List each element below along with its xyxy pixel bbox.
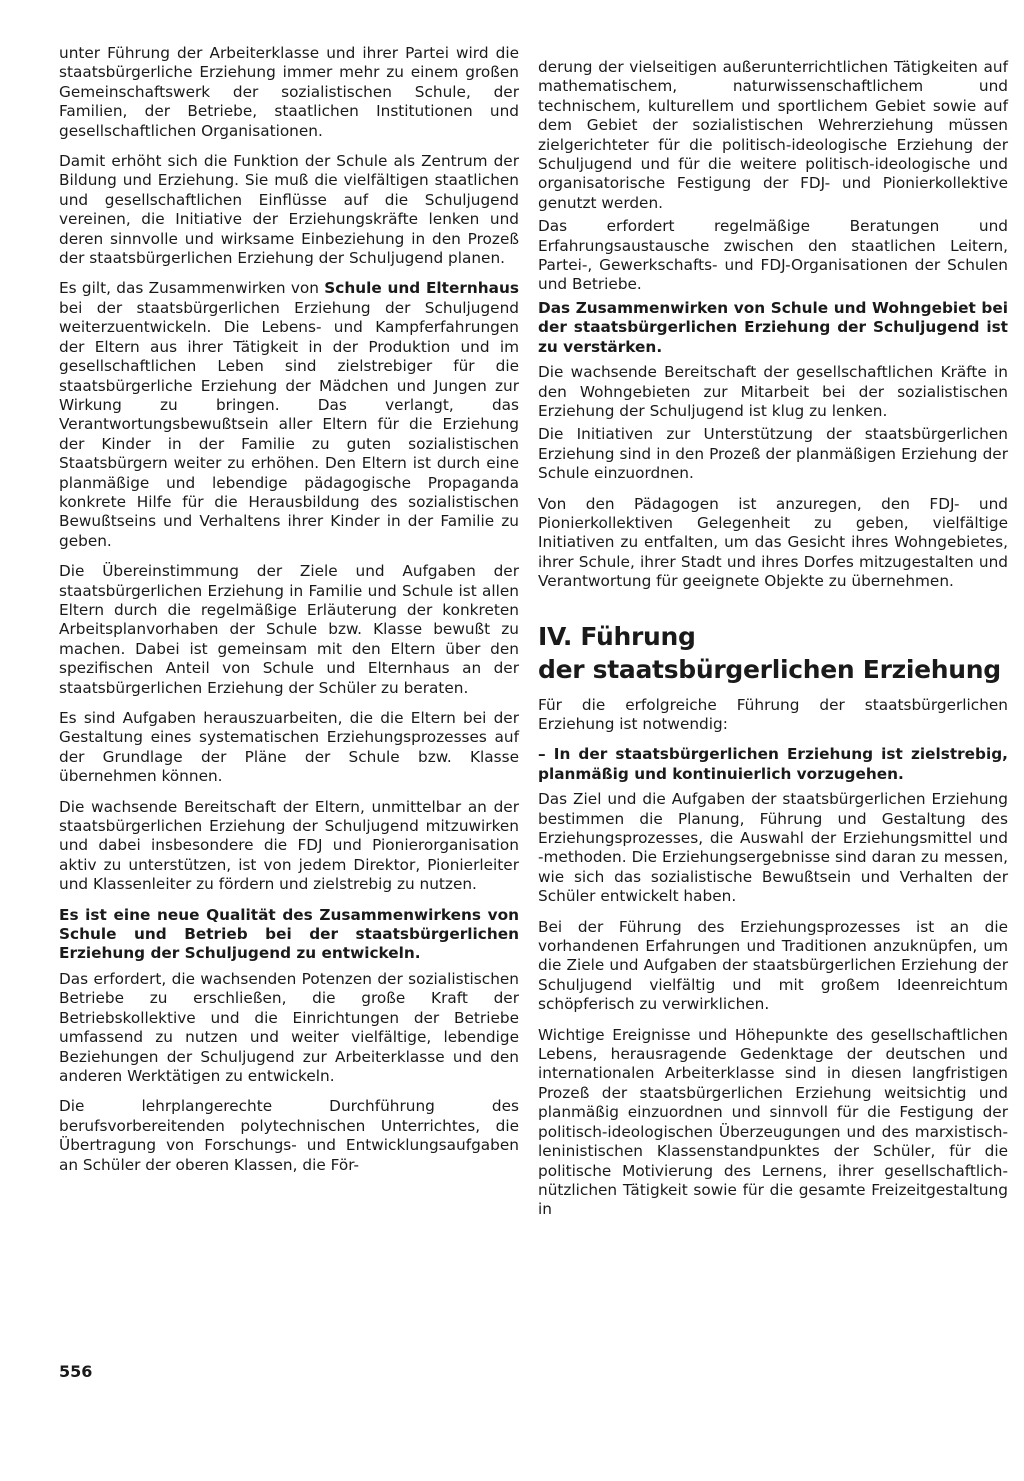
paragraph: Damit erhöht sich die Funktion der Schule als Zentrum der Bildung und Erziehung. Sie muß die vielfältigen staatlichen und gesellschaftlichen Einflüsse auf die Schuljugend vereinen, die Initiative der Erziehungskräfte lenken und deren sinnvolle und wirksame Einbeziehung in den Prozeß der staatsbürgerlichen Erziehung der Schuljugend planen. [59,152,519,268]
page-number: 556 [59,1362,93,1381]
paragraph: Für die erfolgreiche Führung der staatsbürgerlichen Erziehung ist notwendig: [538,695,1008,733]
paragraph: Das erfordert, die wachsenden Potenzen der sozialistischen Betriebe zu erschließen, die große Kraft der Betriebskollektive und die Einrichtungen der Betriebe umfassend zu nutzen und weiter vielfältige, lebendige Beziehungen der Schuljugend zur Arbeiterklasse und den anderen Werktätigen zu entwickeln. [59,969,519,1085]
paragraph: Das Ziel und die Aufgaben der staatsbürgerlichen Erziehung bestimmen die Planung, Führung und Gestaltung des Erziehungsprozesses, die Auswahl der Erziehungsmittel und -methoden. Die Erziehungsergebnisse sind daran zu messen, wie sich das sozialistische Bewußtsein und Verhalten der Schüler entwickelt haben. [538,790,1008,906]
paragraph: unter Führung der Arbeiterklasse und ihrer Partei wird die staatsbürgerliche Erziehung immer mehr zu einem großen Gemeinschaftswerk der sozialistischen Schule, der Familien, der Betriebe, staatlichen Institutionen und gesellschaftlichen Organisationen. [59,44,519,140]
paragraph: Es sind Aufgaben herauszuarbeiten, die die Eltern bei der Gestaltung eines systematischen Erziehungsprozesses auf der Grundlage der Pläne der Schule bzw. Klasse übernehmen können. [59,709,519,786]
paragraph: Die Initiativen zur Unterstützung der staatsbürgerlichen Erziehung sind in den Prozeß der planmäßigen Erziehung der Schule einzuordnen. [538,425,1008,483]
text-run: Es gilt, das Zusammenwirken von [59,279,325,298]
paragraph: Wichtige Ereignisse und Höhepunkte des gesellschaftlichen Lebens, herausragende Gedenktage der deutschen und internationalen Arbeiterklasse sind in diesen langfristigen Prozeß der staatsbürgerlichen Erziehung weitsichtig und planmäßig einzuordnen und sinnvoll für die Festigung der politisch-ideologischen Überzeugungen und des marxistisch-leninistischen Klassenstandpunktes der Schüler, für die politische Motivierung des Lernens, ihrer gesellschaftlich-nützlichen Tätigkeit sowie für die gesamte Freizeitgestaltung in [538,1025,1008,1219]
paragraph: Die lehrplangerechte Durchführung des berufsvorbereitenden polytechnischen Unterrichtes, die Übertragung von Forschungs- und Entwicklungsaufgaben an Schüler der oberen Klassen, die För- [59,1097,519,1174]
paragraph: derung der vielseitigen außerunterrichtlichen Tätigkeiten auf mathematischem, naturwissenschaftlichem und technischem, kulturellem und sportlichem Gebiet sowie auf dem Gebiet der sozialistischen Wehrerziehung müssen zielgerichteter für die politisch-ideologische Erziehung der Schuljugend und für die weitere politisch-ideologische und organisatorische Festigung der FDJ- und Pionierkollektive genutzt werden. [538,58,1008,212]
paragraph: Die wachsende Bereitschaft der Eltern, unmittelbar an der staatsbürgerlichen Erziehung der Schuljugend mitzuwirken und dabei insbesondere die FDJ und Pionierorganisation aktiv zu unterstützen, ist von jedem Direktor, Pionierleiter und Klassenleiter zu fördern und zielstrebig zu nutzen. [59,797,519,894]
bold-statement: – In der staatsbürgerlichen Erziehung ist zielstrebig, planmäßig und kontinuierlich vorzugehen. [538,745,1008,783]
paragraph [59,279,519,551]
paragraph: Die wachsende Bereitschaft der gesellschaftlichen Kräfte in den Wohngebieten zur Mitarbeit bei der sozialistischen Erziehung der Schuljugend ist klug zu lenken. [538,363,1008,420]
bold-statement: Es ist eine neue Qualität des Zusammenwirkens von Schule und Betrieb bei der staatsbürgerlichen Erziehung der Schuljugend zu entwickeln. [59,905,519,963]
section-heading [538,620,1008,686]
paragraph: Bei der Führung des Erziehungsprozesses ist an die vorhandenen Erfahrungen und Traditionen anzuknüpfen, um die Ziele und Aufgaben der staatsbürgerlichen Erziehung der Schuljugend vielfältig und mit großem Ideenreichtum schöpferisch zu verwirklichen. [538,917,1008,1014]
text-run: bei der staatsbürgerlichen Erziehung der Schuljugend weiterzuentwickeln. Die Lebens- und Kampferfahrungen der Eltern aus ihrer Tätigkeit in der Produktion und im gesellschaftlichen Leben sind zielstrebiger für die staatsbürgerliche Erziehung der Mädchen und Jungen zur Wirkung zu bringen. Das verlangt, das Verantwortungsbewußtsein aller Eltern für die Erziehung der Kinder in der Familie zu guten sozialistischen Staatsbürgern weiter zu erhöhen. Den Eltern ist durch eine planmäßige und lebendige pädagogische Propaganda konkrete Hilfe für die Herausbildung des sozialistischen Bewußtseins und Verhaltens ihrer Kinder in der Familie zu geben. [59,298,519,550]
paragraph: Das erfordert regelmäßige Beratungen und Erfahrungsaustausche zwischen den staatlichen Leitern, Partei-, Gewerkschafts- und FDJ-Organisationen der Schulen und Betriebe. [538,217,1008,294]
heading-line: IV. Führung [538,621,696,651]
emphasis-text: Schule und Elternhaus [324,279,520,298]
heading-line: der staatsbürgerlichen Erziehung [538,654,1001,684]
right-column [538,58,1008,1231]
bold-statement: Das Zusammenwirken von Schule und Wohngebiet bei der staatsbürgerlichen Erziehung der Schuljugend ist zu verstärken. [538,298,1008,356]
left-column [59,44,519,1186]
paragraph: Von den Pädagogen ist anzuregen, den FDJ- und Pionierkollektiven Gelegenheit zu geben, vielfältige Initiativen zu entfalten, um das Gesicht ihres Wohngebietes, ihrer Schule, ihrer Stadt und ihres Dorfes mitzugestalten und Verantwortung für geeignete Objekte zu übernehmen. [538,494,1008,591]
paragraph: Die Übereinstimmung der Ziele und Aufgaben der staatsbürgerlichen Erziehung in Familie und Schule ist allen Eltern durch die regelmäßige Erläuterung der konkreten Arbeitsplanvorhaben der Schule bzw. Klasse bewußt zu machen. Dabei ist gemeinsam mit den Eltern über den spezifischen Anteil von Schule und Elternhaus an der staatsbürgerlichen Erziehung der Schüler zu beraten. [59,562,519,697]
